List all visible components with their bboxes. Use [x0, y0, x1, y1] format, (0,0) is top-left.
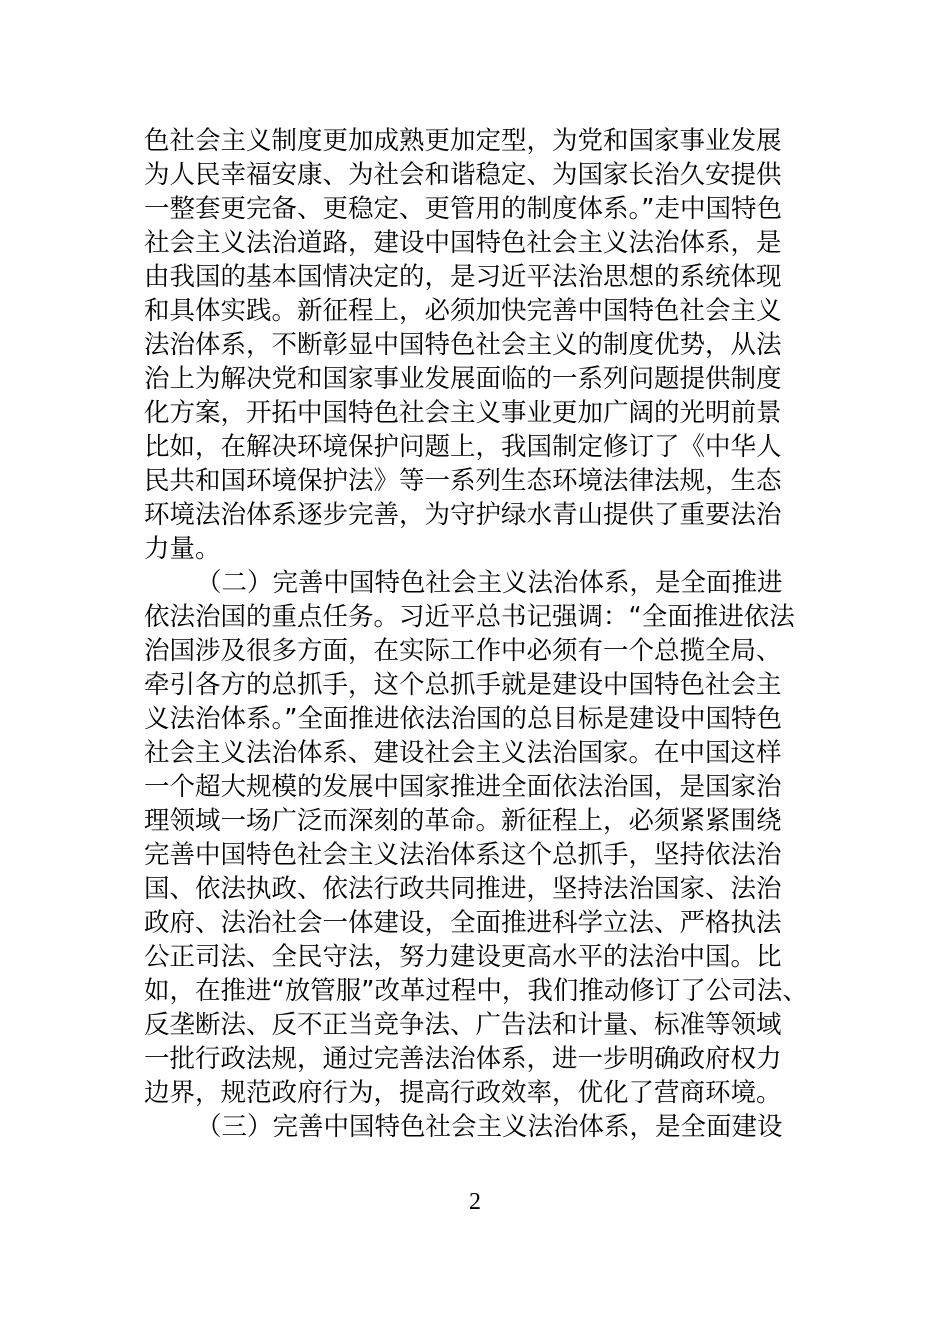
body-text-line: 社会主义法治道路，建设中国特色社会主义法治体系，是 [144, 228, 782, 258]
body-text-line: 治上为解决党和国家事业发展面临的一系列问题提供制度 [144, 364, 782, 394]
body-text-line: 比如，在解决环境保护问题上，我国制定修订了《中华人 [144, 432, 782, 462]
body-text-line: 一批行政法规，通过完善法治体系，进一步明确政府权力 [144, 1044, 782, 1074]
body-text-line: 完善中国特色社会主义法治体系这个总抓手，坚持依法治 [144, 840, 782, 870]
body-text-line: 为人民幸福安康、为社会和谐稳定、为国家长治久安提供 [144, 160, 782, 190]
body-text-line: 牵引各方的总抓手，这个总抓手就是建设中国特色社会主 [144, 670, 782, 700]
body-text-line: 化方案，开拓中国特色社会主义事业更加广阔的光明前景 [144, 398, 782, 428]
body-text-line: 反垄断法、反不正当竞争法、广告法和计量、标准等领域 [144, 1010, 782, 1040]
body-text-line: 民共和国环境保护法》等一系列生态环境法律法规，生态 [144, 466, 782, 496]
body-text-line: 法治体系，不断彰显中国特色社会主义的制度优势，从法 [144, 330, 782, 360]
body-text-line: 环境法治体系逐步完善，为守护绿水青山提供了重要法治 [144, 500, 782, 530]
body-text-line: 政府、法治社会一体建设，全面推进科学立法、严格执法 [144, 908, 782, 938]
body-text-line: 义法治体系。”全面推进依法治国的总目标是建设中国特色 [144, 704, 782, 734]
section-heading-line: （三）完善中国特色社会主义法治体系，是全面建设 [196, 1112, 783, 1142]
body-text-line: 如，在推进“放管服”改革过程中，我们推动修订了公司法、 [144, 976, 808, 1006]
body-text-line: 理领域一场广泛而深刻的革命。新征程上，必须紧紧围绕 [144, 806, 782, 836]
section-heading-line: （二）完善中国特色社会主义法治体系，是全面推进 [196, 568, 783, 598]
body-text-line: 社会主义法治体系、建设社会主义法治国家。在中国这样 [144, 738, 782, 768]
page-number: 2 [469, 1189, 481, 1215]
body-text-line: 治国涉及很多方面，在实际工作中必须有一个总揽全局、 [144, 636, 782, 666]
body-text-line: 由我国的基本国情决定的，是习近平法治思想的系统体现 [144, 262, 782, 292]
body-text-line: 公正司法、全民守法，努力建设更高水平的法治中国。比 [144, 942, 782, 972]
body-text-line: 色社会主义制度更加成熟更加定型，为党和国家事业发展 [144, 126, 782, 156]
body-text-line: 一个超大规模的发展中国家推进全面依法治国，是国家治 [144, 772, 782, 802]
body-text-line: 边界，规范政府行为，提高行政效率，优化了营商环境。 [144, 1078, 782, 1108]
body-text-line: 依法治国的重点任务。习近平总书记强调：“全面推进依法 [144, 602, 795, 632]
body-text-line: 和具体实践。新征程上，必须加快完善中国特色社会主义 [144, 296, 782, 326]
body-text-line: 力量。 [144, 534, 221, 564]
body-text-line: 国、依法执政、依法行政共同推进，坚持法治国家、法治 [144, 874, 782, 904]
body-text-line: 一整套更完备、更稳定、更管用的制度体系。”走中国特色 [144, 194, 782, 224]
